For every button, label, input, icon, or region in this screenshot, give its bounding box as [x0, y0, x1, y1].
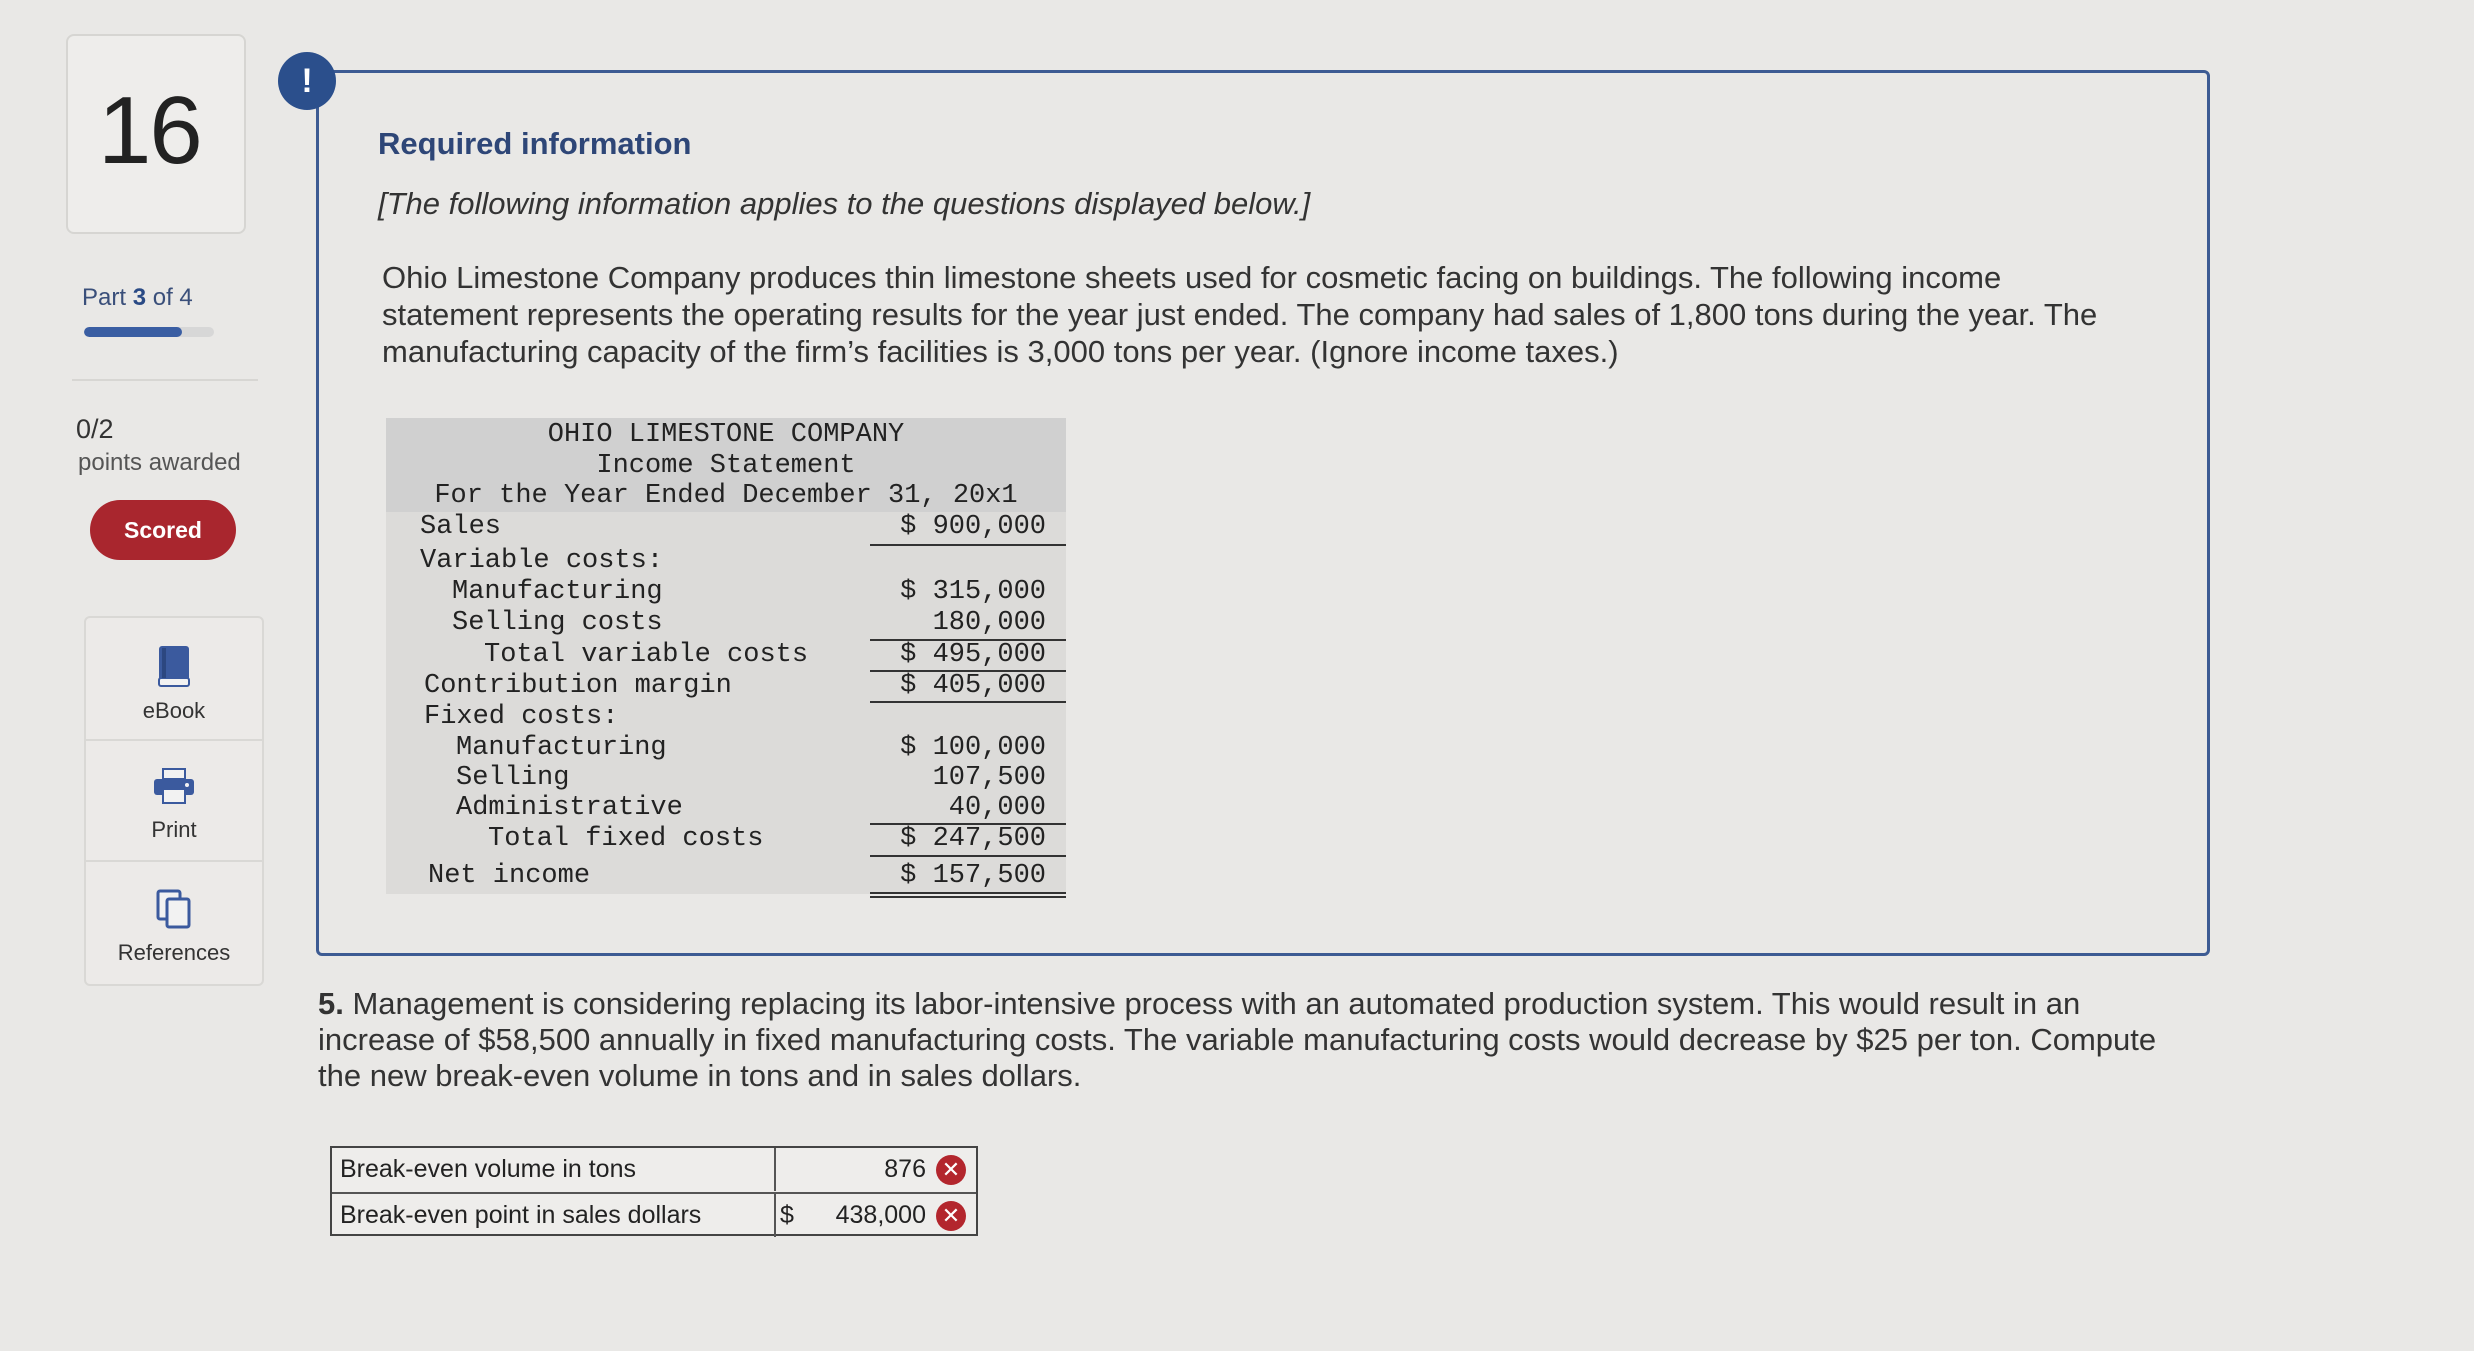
- statement-row-amount: $ 100,000: [900, 732, 1046, 763]
- statement-row: [386, 793, 1066, 824]
- statement-row-amount: $ 405,000: [900, 670, 1046, 701]
- statement-row: [386, 608, 1066, 639]
- references-label: References: [117, 940, 231, 965]
- statement-row-amount: 180,000: [932, 607, 1046, 638]
- statement-row-label: Fixed costs:: [424, 701, 619, 732]
- ebook-label: eBook: [142, 698, 206, 723]
- required-information-heading: Required information: [378, 126, 692, 161]
- part-word: Part: [82, 284, 127, 311]
- statement-row: [386, 824, 1066, 855]
- statement-row: [386, 546, 1066, 577]
- statement-row: [386, 733, 1066, 764]
- part-total: of 4: [152, 284, 193, 311]
- points-label: points awarded: [78, 449, 241, 476]
- statement-row-amount: $ 247,500: [900, 823, 1046, 854]
- answer-table: [330, 1146, 978, 1236]
- statement-row-amount: 107,500: [932, 762, 1046, 793]
- cell-divider: [774, 1148, 776, 1191]
- statement-body: [386, 512, 1066, 894]
- tools-panel: [84, 616, 264, 986]
- statement-row-label: Selling costs: [452, 607, 663, 638]
- statement-row-label: Manufacturing: [452, 576, 663, 607]
- scored-badge: Scored: [90, 500, 236, 560]
- statement-row: [386, 512, 1066, 543]
- answer-input-sales[interactable]: 438,000: [835, 1201, 926, 1229]
- statement-row-label: Total variable costs: [484, 639, 809, 670]
- incorrect-icon: ✕: [936, 1201, 966, 1231]
- statement-row-amount: 40,000: [948, 792, 1046, 823]
- incorrect-icon: ✕: [936, 1155, 966, 1185]
- underline: [870, 855, 1066, 857]
- part-progress-fill: [84, 327, 182, 337]
- statement-period: For the Year Ended December 31, 20x1: [434, 481, 1018, 511]
- question-text: [318, 986, 2198, 1094]
- statement-header: [386, 418, 1066, 512]
- question-number-card: [66, 34, 246, 234]
- print-label: Print: [151, 817, 197, 842]
- answer-input-volume[interactable]: 876: [884, 1155, 926, 1183]
- book-icon: [156, 644, 192, 688]
- answer-label: Break-even point in sales dollars: [340, 1201, 702, 1229]
- statement-row: [386, 702, 1066, 733]
- required-information-note: [The following information applies to the questions displayed below.]: [378, 186, 1311, 221]
- statement-row-label: Total fixed costs: [488, 823, 764, 854]
- statement-row-amount: $ 495,000: [900, 639, 1046, 670]
- statement-row-label: Contribution margin: [424, 670, 732, 701]
- question-body: Management is considering replacing its labor-intensive process with an automated production system. This would result in an increase of $58,500 annually in fixed manufacturing costs. The variable manufacturing costs would decrease by $25 per ton. Compute the new break-even volume in tons and in sales dollars.: [318, 986, 2157, 1093]
- answer-label: Break-even volume in tons: [340, 1155, 636, 1183]
- references-button[interactable]: [86, 860, 262, 982]
- statement-row-label: Variable costs:: [420, 545, 664, 576]
- answer-row-sales: [332, 1192, 976, 1237]
- answer-row-volume: [332, 1148, 976, 1191]
- statement-row-label: Administrative: [456, 792, 683, 823]
- printer-icon: [152, 767, 196, 807]
- question-number-label: 5.: [318, 986, 344, 1021]
- ebook-button[interactable]: [86, 618, 262, 738]
- statement-row-amount: $ 900,000: [900, 511, 1046, 542]
- statement-row: [386, 640, 1066, 671]
- print-button[interactable]: [86, 739, 262, 861]
- copy-pages-icon: [155, 888, 193, 930]
- sidebar-divider: [72, 379, 258, 381]
- statement-row-amount: $ 157,500: [900, 860, 1046, 891]
- statement-row: [386, 861, 1066, 892]
- statement-row-label: Sales: [420, 511, 502, 542]
- statement-company: OHIO LIMESTONE COMPANY: [547, 420, 905, 450]
- points-value: 0/2: [76, 414, 114, 444]
- income-statement: [386, 418, 1066, 894]
- statement-row-label: Selling: [456, 762, 570, 793]
- cell-divider: [774, 1194, 776, 1237]
- alert-icon: !: [278, 52, 336, 110]
- part-indicator: [82, 284, 193, 312]
- statement-row: [386, 763, 1066, 794]
- statement-row-label: Net income: [428, 860, 591, 891]
- question-number: 16: [98, 77, 201, 184]
- double-underline: [870, 892, 1066, 898]
- statement-row-label: Manufacturing: [456, 732, 667, 763]
- part-progress-bar: [84, 327, 214, 337]
- answer-currency: $: [780, 1201, 794, 1229]
- statement-title: Income Statement: [596, 450, 856, 481]
- part-current: 3: [132, 284, 147, 311]
- problem-intro: Ohio Limestone Company produces thin limestone sheets used for cosmetic facing on buildings. The following income statement represents the operating results for the year just ended. The company had sales of 1,800 tons during the year. The manufacturing capacity of the firm’s facilities is 3,000 tons per year. (Ignore income taxes.): [382, 260, 2098, 369]
- statement-row: [386, 671, 1066, 702]
- statement-row: [386, 577, 1066, 608]
- statement-row-amount: $ 315,000: [900, 576, 1046, 607]
